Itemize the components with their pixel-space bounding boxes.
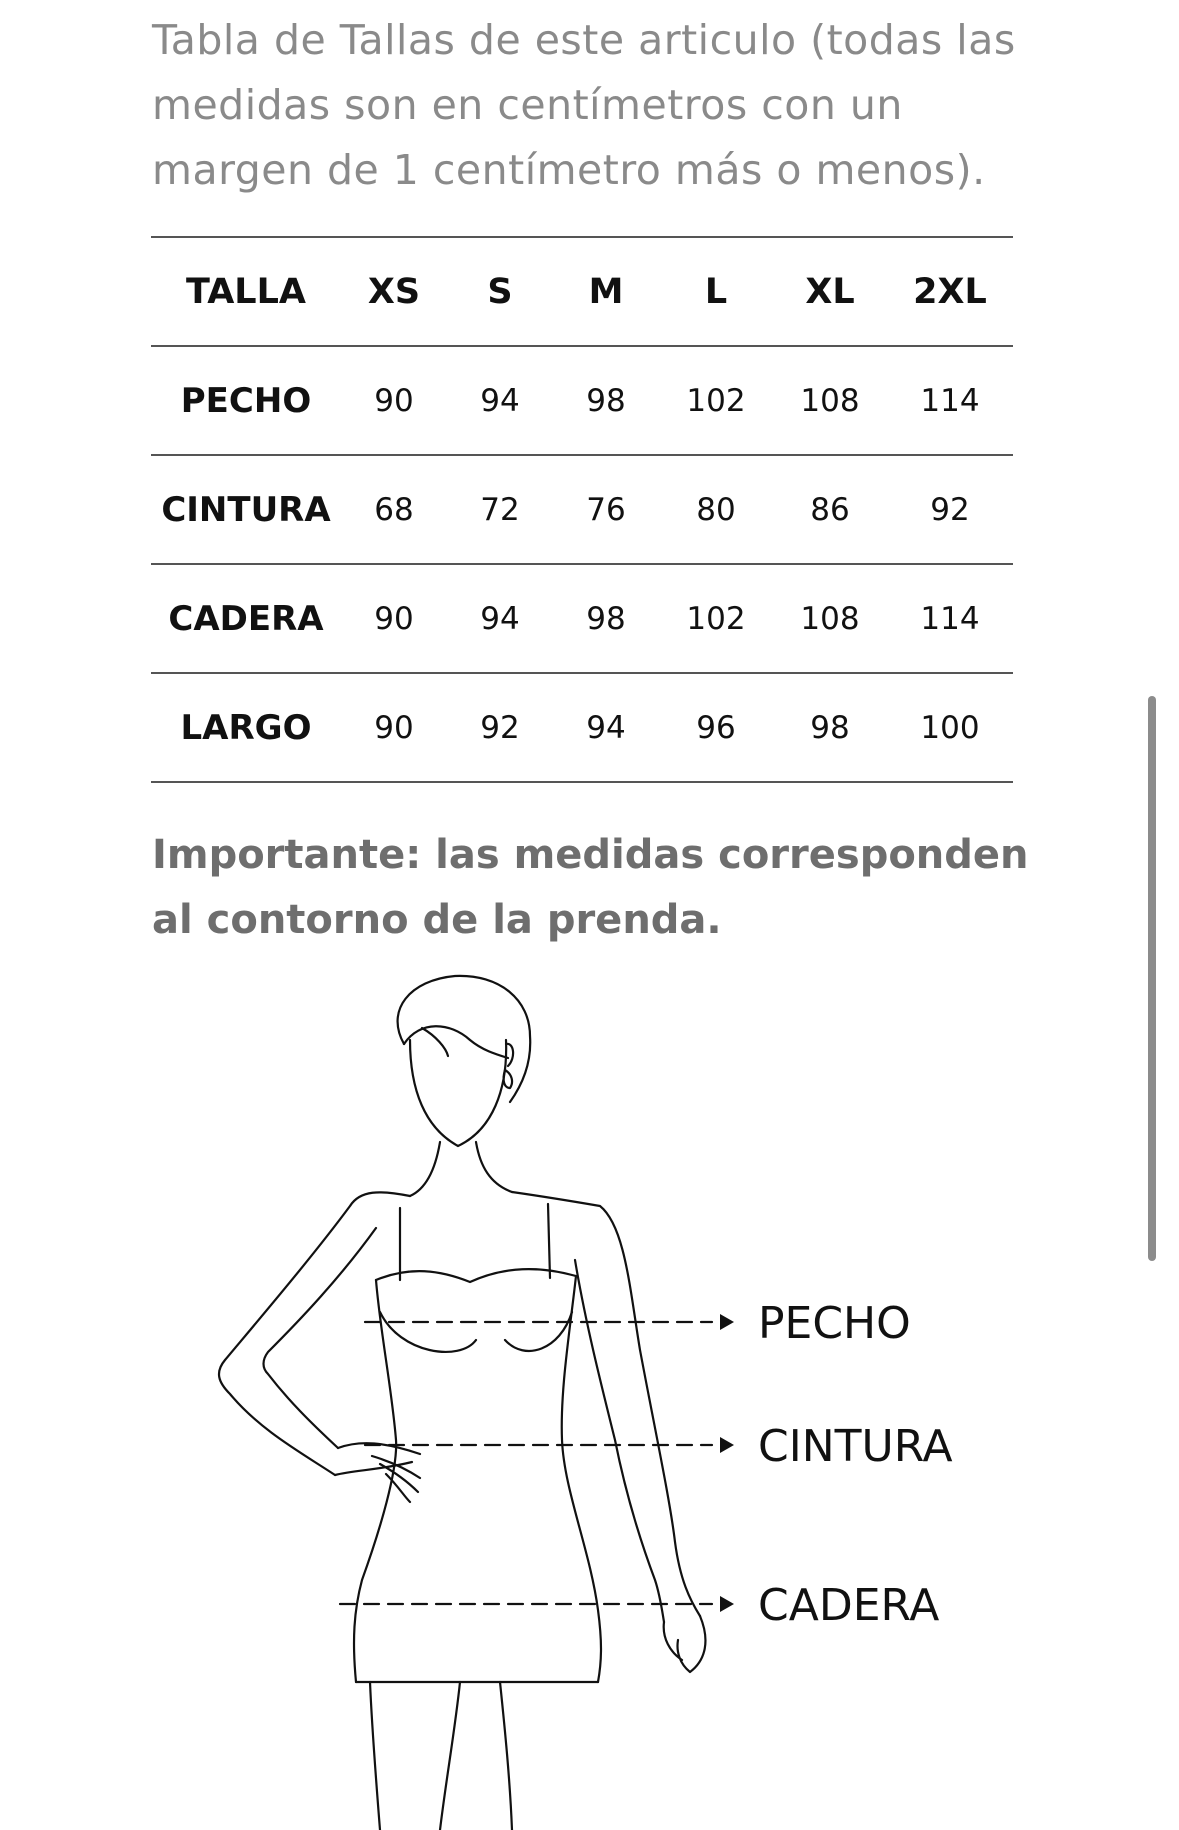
- intro-text: Tabla de Tallas de este articulo (todas las medidas son en centímetros con un margen de 1 centímetro más o menos).: [152, 16, 1016, 194]
- hip-label: CADERA: [758, 1580, 940, 1631]
- size-header: 2XL: [887, 237, 1013, 346]
- earring-icon: [504, 1070, 512, 1088]
- measurement-diagram: [0, 970, 1179, 1830]
- table-cell: 102: [659, 346, 773, 455]
- size-header: XS: [341, 237, 447, 346]
- hair-outline: [398, 976, 531, 1102]
- table-row: [151, 455, 1013, 564]
- table-cell: 76: [553, 455, 659, 564]
- table-cell: 98: [553, 346, 659, 455]
- size-chart-table: [151, 236, 1013, 783]
- table-cell: 100: [887, 673, 1013, 782]
- size-header: XL: [773, 237, 887, 346]
- leg-left-inner: [440, 1682, 460, 1830]
- row-label: CADERA: [151, 564, 341, 673]
- vertical-scrollbar[interactable]: [1148, 696, 1156, 1261]
- dress-left-side: [354, 1280, 396, 1682]
- size-header: S: [447, 237, 553, 346]
- table-cell: 102: [659, 564, 773, 673]
- table-cell: 94: [447, 346, 553, 455]
- left-hand: [335, 1443, 420, 1502]
- table-cell: 72: [447, 455, 553, 564]
- right-arm-inner: [575, 1260, 664, 1622]
- table-cell: 94: [553, 673, 659, 782]
- waist-arrow-icon: [720, 1437, 734, 1453]
- size-header: M: [553, 237, 659, 346]
- table-row: [151, 564, 1013, 673]
- row-label: PECHO: [151, 346, 341, 455]
- table-cell: 90: [341, 673, 447, 782]
- table-cell: 108: [773, 346, 887, 455]
- important-note: Importante: las medidas corresponden al contorno de la prenda.: [152, 832, 1029, 943]
- waist-label: CINTURA: [758, 1421, 953, 1472]
- dress-bust-right: [505, 1312, 572, 1351]
- table-cell: 90: [341, 346, 447, 455]
- row-label: LARGO: [151, 673, 341, 782]
- table-cell: 90: [341, 564, 447, 673]
- chest-arrow-icon: [720, 1314, 734, 1330]
- table-cell: 114: [887, 346, 1013, 455]
- chest-label: PECHO: [758, 1298, 911, 1349]
- row-label: CINTURA: [151, 455, 341, 564]
- dress-right-side: [562, 1276, 601, 1682]
- neck-left: [410, 1142, 440, 1196]
- table-header-row: [151, 237, 1013, 346]
- size-header: L: [659, 237, 773, 346]
- neck-right: [476, 1142, 512, 1192]
- dress-strap-right: [548, 1204, 550, 1278]
- hair-fringe: [404, 1026, 508, 1058]
- table-cell: 92: [447, 673, 553, 782]
- table-cell: 80: [659, 455, 773, 564]
- hair-strand: [422, 1028, 448, 1056]
- left-arm-inner: [264, 1228, 377, 1448]
- table-cell: 96: [659, 673, 773, 782]
- table-cell: 86: [773, 455, 887, 564]
- table-cell: 68: [341, 455, 447, 564]
- dress-bust-left: [380, 1312, 476, 1352]
- table-cell: 108: [773, 564, 887, 673]
- table-cell: 92: [887, 455, 1013, 564]
- leg-left-outer: [370, 1682, 380, 1830]
- table-cell: 114: [887, 564, 1013, 673]
- table-corner-header: TALLA: [151, 237, 341, 346]
- body-figure-illustration: [0, 970, 1179, 1830]
- head-outline: [410, 1040, 506, 1146]
- right-hand: [664, 1616, 706, 1672]
- table-cell: 94: [447, 564, 553, 673]
- table-cell: 98: [773, 673, 887, 782]
- table-row: [151, 673, 1013, 782]
- dress-bodice-top: [376, 1269, 576, 1282]
- hip-arrow-icon: [720, 1596, 734, 1612]
- leg-right-inner: [500, 1682, 512, 1830]
- table-cell: 98: [553, 564, 659, 673]
- table-row: [151, 346, 1013, 455]
